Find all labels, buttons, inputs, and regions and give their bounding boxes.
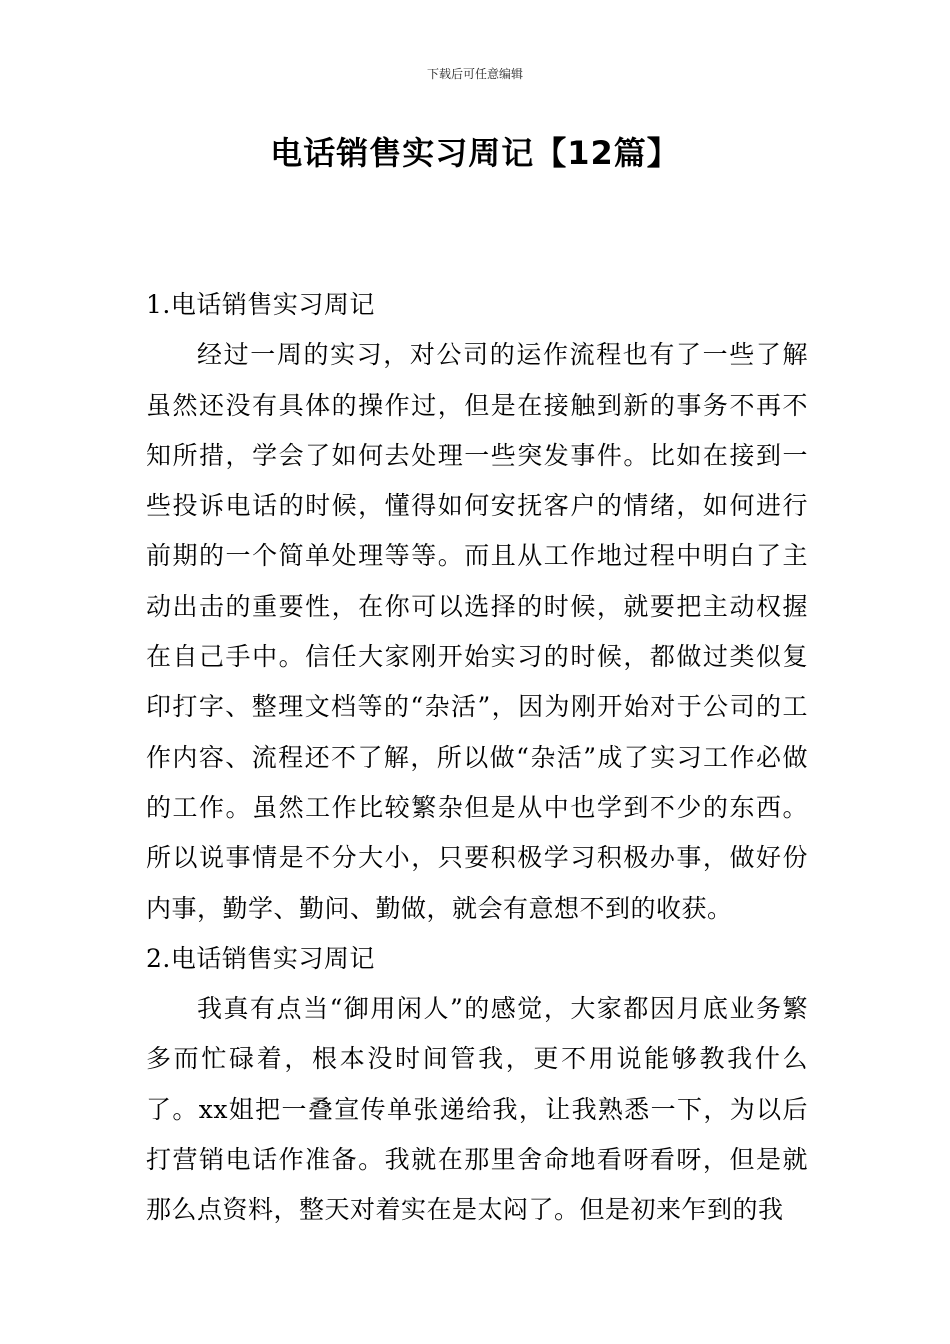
section-heading: 2.电话销售实习周记 <box>146 943 375 973</box>
section-heading: 1.电话销售实习周记 <box>146 290 375 319</box>
document-body <box>146 280 808 1236</box>
section-paragraph: 经过一周的实习，对公司的运作流程也有了一些了解虽然还没有具体的操作过，但是在接触到新的事务不再不知所措，学会了如何去处理一些突发事件。比如在接到一些投诉电话的时候，懂得如何安抚客户的情绪，如何进行前期的一个简单处理等等。而且从工作地过程中明白了主动出击的重要性，在你可以选择的时候，就要把主动权握在自己手中。信任大家刚开始实习的时候，都做过类似复印打字、整理文档等的“杂活”，因为刚开始对于公司的工作内容、流程还不了解，所以做“杂活”成了实习工作必做的工作。虽然工作比较繁杂但是从中也学到不少的东西。所以说事情是不分大小，只要积极学习积极办事，做好份内事，勤学、勤问、勤做，就会有意想不到的收获。 <box>146 340 808 923</box>
section-2 <box>146 934 808 1236</box>
section-1 <box>146 280 808 934</box>
header-note: 下载后可任意编辑 <box>426 67 523 81</box>
section-paragraph: 我真有点当“御用闲人”的感觉，大家都因月底业务繁多而忙碌着，根本没时间管我，更不用说能够教我什么了。xx姐把一叠宣传单张递给我，让我熟悉一下，为以后打营销电话作准备。我就在那里舍命地看呀看呀，但是就那么点资料，整天对着实在是太闷了。但是初来乍到的我 <box>146 994 808 1225</box>
document-title: 电话销售实习周记【12篇】 <box>270 134 680 172</box>
